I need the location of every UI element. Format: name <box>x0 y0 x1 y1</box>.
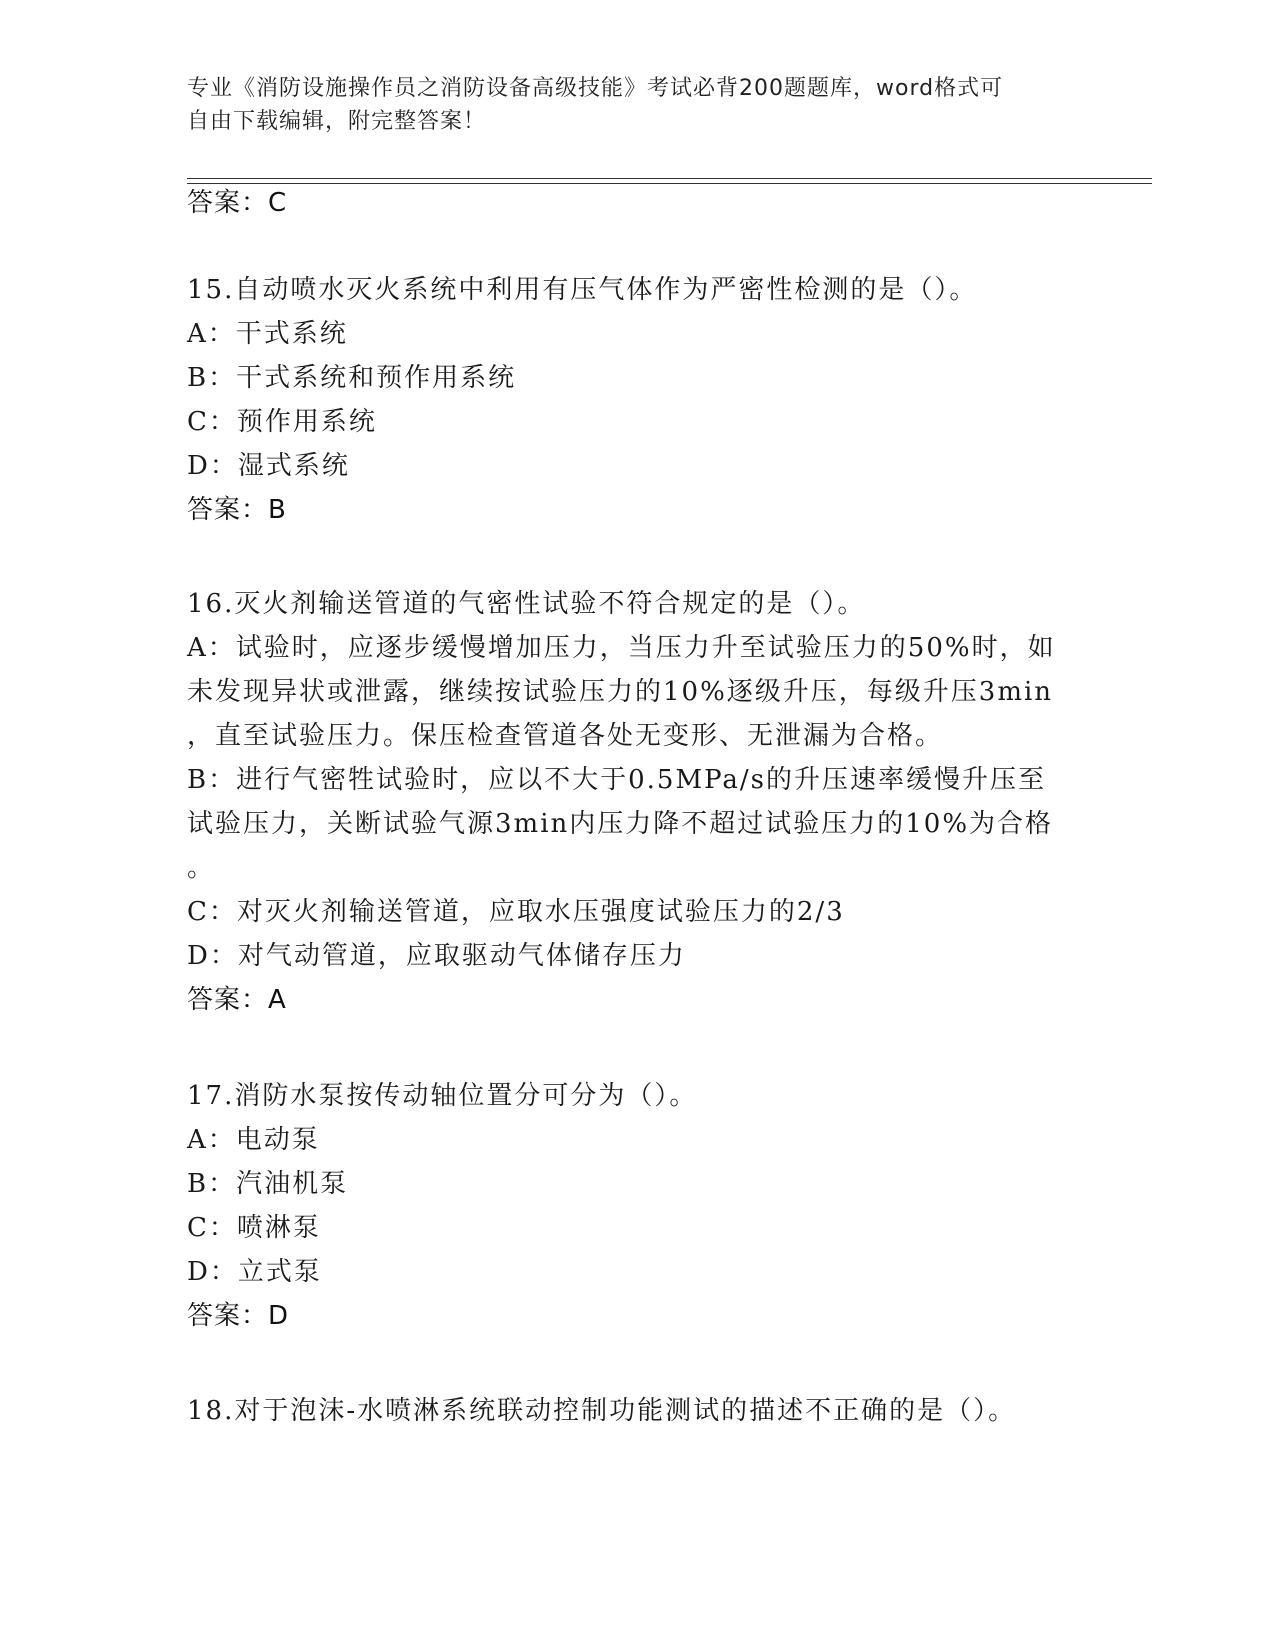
q15-option-c: C：预作用系统 <box>187 407 377 437</box>
q16-option-b-line-2: 试验压力，关断试验气源3min内压力降不超过试验压力的10%为合格 <box>187 809 1054 839</box>
q16-option-d: D：对气动管道，应取驱动气体储存压力 <box>187 941 686 971</box>
q15-option-b: B：干式系统和预作用系统 <box>187 363 517 393</box>
q17-option-b: B：汽油机泵 <box>187 1169 349 1199</box>
q16-option-b-line-1: B：进行气密牲试验时，应以不大于0.5MPa/s的升压速率缓慢升压至 <box>187 765 1047 795</box>
header-rule-bottom <box>187 183 1152 184</box>
answer-value: A <box>268 985 287 1015</box>
answer-q16 <box>187 982 287 1018</box>
answer-prev <box>187 185 287 221</box>
q17-option-c: C：喷淋泵 <box>187 1213 321 1243</box>
answer-label: 答案： <box>187 188 269 218</box>
document-header <box>187 72 1067 138</box>
answer-label: 答案： <box>187 1301 269 1331</box>
q17-option-d: D：立式泵 <box>187 1257 322 1287</box>
answer-value: C <box>268 188 288 218</box>
q16-option-b-line-3: 。 <box>187 853 216 883</box>
q16-option-a-line-1: A：试验时，应逐步缓慢增加压力，当压力升至试验压力的50%时，如 <box>187 633 1056 663</box>
q16-option-a-line-3: ，直至试验压力。保压检查管道各处无变形、无泄漏为合格。 <box>187 721 944 751</box>
answer-q17 <box>187 1298 289 1334</box>
answer-value: D <box>268 1301 290 1331</box>
answer-label: 答案： <box>187 985 269 1015</box>
q15-option-d: D：湿式系统 <box>187 451 350 481</box>
q16-stem: 16.灭火剂输送管道的气密性试验不符合规定的是（）。 <box>187 589 866 619</box>
q17-option-a: A：电动泵 <box>187 1125 320 1155</box>
answer-label: 答案： <box>187 495 269 525</box>
answer-q15 <box>187 492 287 528</box>
answer-value: B <box>268 495 287 525</box>
q15-option-a: A：干式系统 <box>187 319 348 349</box>
q16-option-a-line-2: 未发现异状或泄露，继续按试验压力的10%逐级升压，每级升压3min <box>187 677 1054 707</box>
q18-stem: 18.对于泡沫-水喷淋系统联动控制功能测试的描述不正确的是（）。 <box>187 1396 1017 1426</box>
header-line-2: 自由下载编辑，附完整答案！ <box>187 109 487 134</box>
q16-option-c: C：对灭火剂输送管道，应取水压强度试验压力的2/3 <box>187 897 845 927</box>
q17-stem: 17.消防水泵按传动轴位置分可分为（）。 <box>187 1081 698 1111</box>
header-line-1: 专业《消防设施操作员之消防设备高级技能》考试必背200题题库，word格式可 <box>187 76 1004 101</box>
header-rule-top <box>187 178 1152 179</box>
q15-stem: 15.自动喷水灭火系统中利用有压气体作为严密性检测的是（）。 <box>187 275 978 305</box>
